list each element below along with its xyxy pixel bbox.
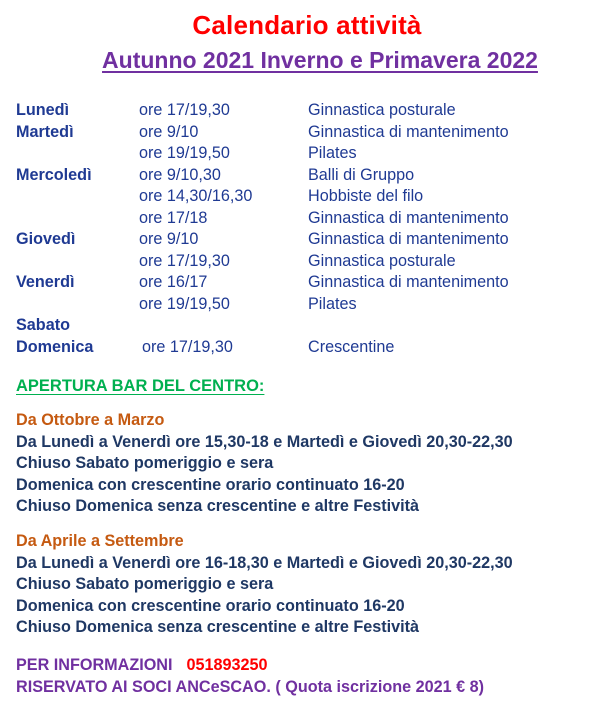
schedule-row (16, 337, 606, 359)
schedule-row (16, 229, 606, 251)
bar-period-autumn-winter (16, 410, 608, 518)
schedule-row (16, 208, 606, 230)
schedule-time: ore 19/19,50 (139, 144, 230, 162)
schedule-activity: Ginnastica di mantenimento (308, 230, 509, 248)
schedule-day: Martedì (16, 122, 74, 141)
schedule-row (16, 251, 606, 273)
period-title: Da Aprile a Settembre (16, 532, 184, 550)
schedule-activity: Ginnastica di mantenimento (308, 208, 509, 227)
schedule-activity: Pilates (308, 294, 357, 313)
schedule-row (16, 272, 606, 294)
period-line: Domenica con crescentine orario continuato 16-20 (16, 475, 405, 494)
schedule-activity: Balli di Gruppo (308, 165, 415, 184)
members-only-note: RISERVATO AI SOCI ANCeSCAO. ( Quota iscrizione 2021 € 8) (16, 677, 485, 696)
period-title: Da Ottobre a Marzo (16, 411, 165, 429)
schedule-activity: Ginnastica posturale (308, 101, 456, 119)
schedule-row (16, 165, 606, 187)
schedule-time: ore 17/19,30 (139, 251, 230, 270)
page-subtitle: Autunno 2021 Inverno e Primavera 2022 (102, 47, 538, 73)
period-line: Chiuso Domenica senza crescentine e altre Festività (16, 618, 420, 636)
schedule-time: ore 17/18 (139, 208, 208, 227)
period-line: Da Lunedì a Venerdì ore 15,30-18 e Martedì e Giovedì 20,30-22,30 (16, 432, 513, 451)
schedule-row (16, 315, 606, 337)
period-line: Chiuso Domenica senza crescentine e altre Festività (16, 497, 420, 515)
schedule-row (16, 100, 606, 122)
schedule-activity: Ginnastica di mantenimento (308, 122, 509, 141)
schedule-time: ore 9/10,30 (139, 165, 221, 184)
period-line: Chiuso Sabato pomeriggio e sera (16, 575, 274, 593)
schedule-row (16, 143, 606, 165)
contact-info (16, 655, 484, 698)
schedule-day: Mercoledì (16, 165, 92, 184)
activity-schedule (16, 100, 606, 358)
schedule-time: ore 16/17 (139, 273, 208, 291)
page-title: Calendario attività (192, 10, 422, 40)
schedule-time: ore 17/19,30 (142, 337, 233, 356)
phone-number: 051893250 (186, 656, 268, 674)
bar-period-spring-summer (16, 531, 608, 639)
schedule-activity: Ginnastica posturale (308, 251, 456, 270)
schedule-activity: Ginnastica di mantenimento (308, 273, 509, 291)
schedule-day: Domenica (16, 337, 94, 356)
schedule-activity: Hobbiste del filo (308, 187, 424, 205)
schedule-day: Giovedì (16, 230, 76, 248)
schedule-time: ore 19/19,50 (139, 294, 230, 313)
schedule-row (16, 186, 606, 208)
schedule-row (16, 122, 606, 144)
schedule-time: ore 9/10 (139, 230, 199, 248)
schedule-time: ore 17/19,30 (139, 101, 230, 119)
period-line: Chiuso Sabato pomeriggio e sera (16, 454, 274, 472)
schedule-activity: Pilates (308, 144, 357, 162)
schedule-day: Venerdì (16, 273, 75, 291)
schedule-row (16, 294, 606, 316)
period-line: Domenica con crescentine orario continuato 16-20 (16, 596, 405, 615)
info-line (16, 655, 484, 677)
schedule-time: ore 9/10 (139, 122, 199, 141)
schedule-activity: Crescentine (308, 337, 395, 356)
info-label: PER INFORMAZIONI (16, 656, 173, 674)
schedule-day: Lunedì (16, 101, 70, 119)
period-line: Da Lunedì a Venerdì ore 16-18,30 e Martedì e Giovedì 20,30-22,30 (16, 553, 513, 572)
bar-opening-heading: APERTURA BAR DEL CENTRO: (16, 377, 265, 395)
schedule-time: ore 14,30/16,30 (139, 187, 253, 205)
schedule-day: Sabato (16, 316, 70, 334)
